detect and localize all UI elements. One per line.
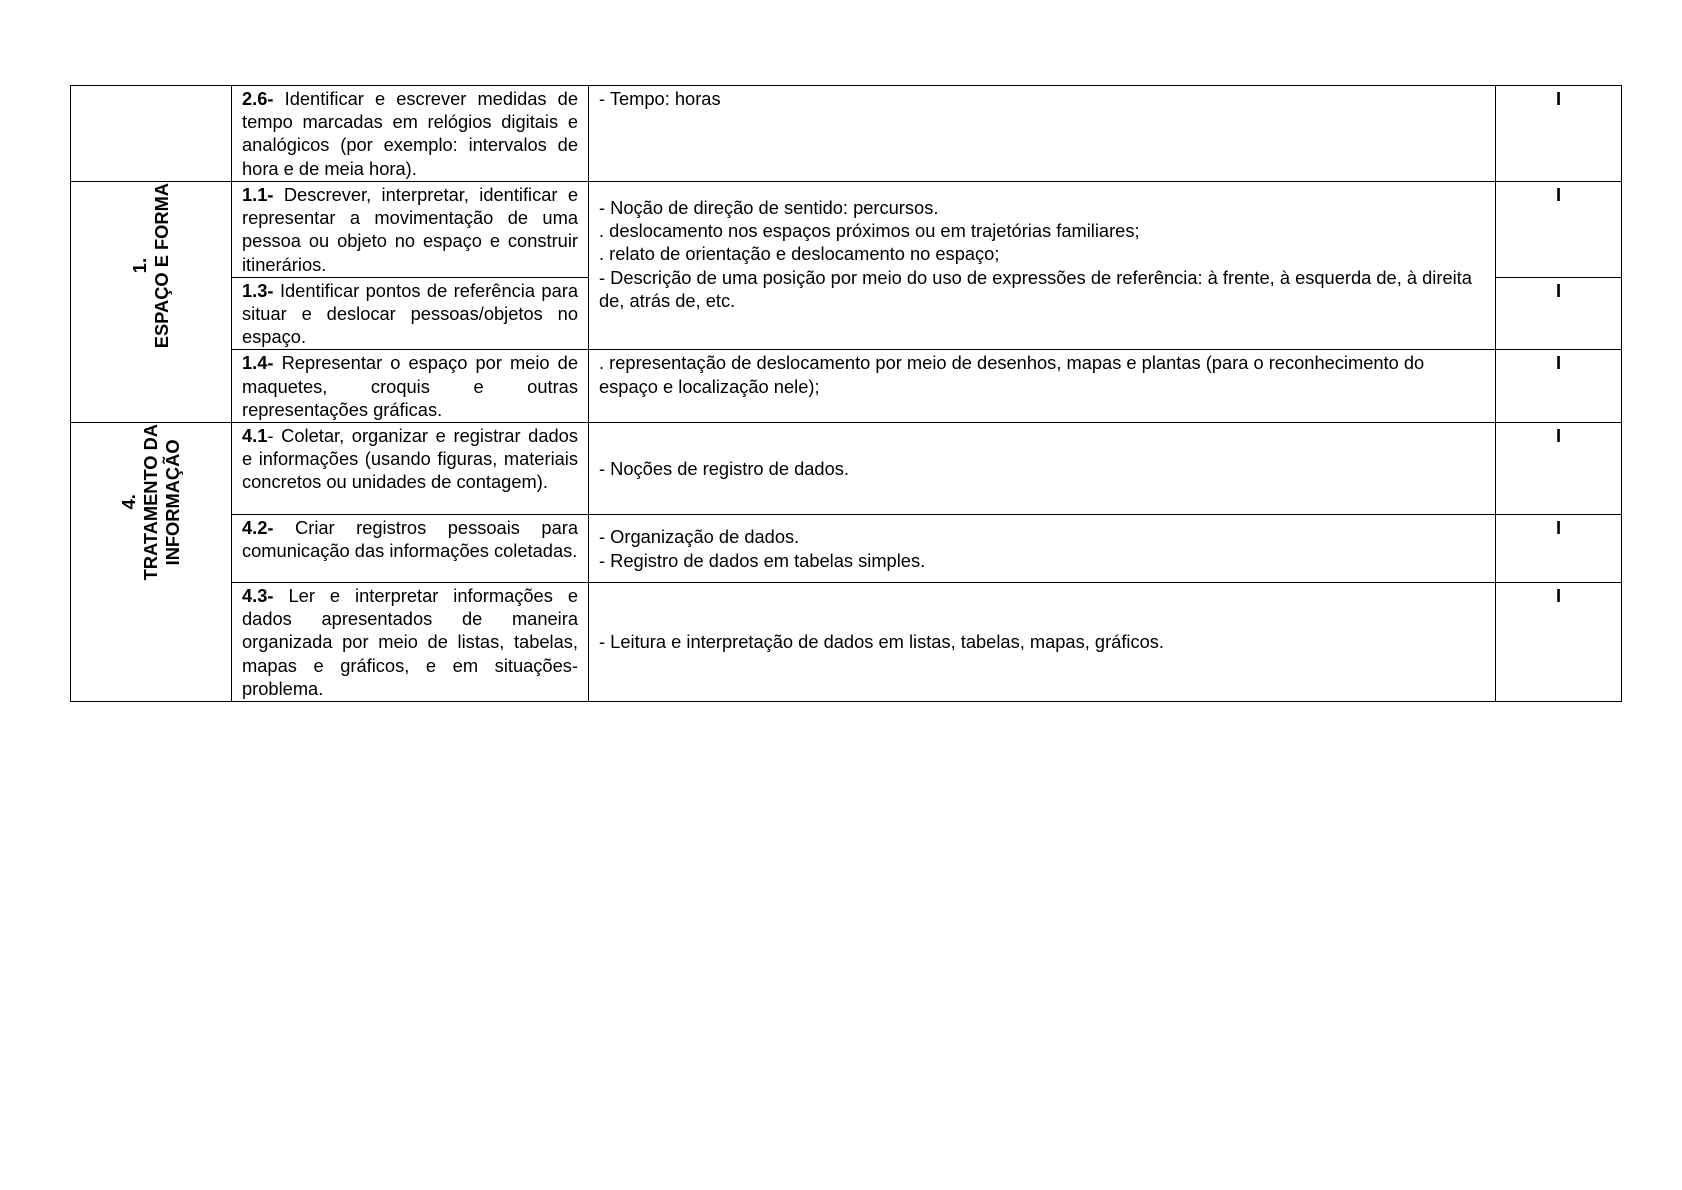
- content-line: . representação de deslocamento por meio de desenhos, mapas e plantas (para o reconhecimento do espaço e localização nele);: [599, 352, 1425, 397]
- content-line: - Leitura e interpretação de dados em listas, tabelas, mapas, gráficos.: [599, 631, 1164, 653]
- objective-cell: [232, 350, 589, 423]
- table-row: [71, 423, 1622, 515]
- objective-code: 1.4-: [242, 352, 274, 374]
- objective-text: Criar registros pessoais para comunicação das informações coletadas.: [242, 517, 578, 562]
- objective-cell: [232, 583, 589, 702]
- objective-code: 1.1-: [242, 184, 274, 205]
- content-cell-shared: [589, 182, 1496, 350]
- objective-text: Identificar pontos de referência para situar e deslocar pessoas/objetos no espaço.: [242, 279, 578, 348]
- level-cell: I: [1496, 277, 1622, 350]
- objective-cell: [232, 182, 589, 278]
- objective-text: Identificar e escrever medidas de tempo marcadas em relógios digitais e analógicos (por exemplo: intervalos de hora e de meia hora).: [242, 88, 578, 179]
- content-cell: [589, 423, 1496, 515]
- content-line: - Noção de direção de sentido: percursos.: [599, 197, 939, 218]
- content-line: - Tempo: horas: [599, 88, 721, 109]
- axis-cell-empty: [71, 86, 232, 182]
- content-line: - Registro de dados em tabelas simples.: [599, 549, 926, 571]
- level-cell: I: [1496, 182, 1622, 278]
- objective-text: Descrever, interpretar, identificar e representar a movimentação de uma pessoa ou objeto no espaço e construir itinerários.: [242, 184, 578, 275]
- curriculum-table: [70, 85, 1622, 702]
- content-line: . deslocamento nos espaços próximos ou em trajetórias familiares;: [599, 220, 1140, 242]
- objective-code: 1.3-: [242, 279, 274, 301]
- content-cell: [589, 350, 1496, 423]
- content-line: - Noções de registro de dados.: [599, 457, 849, 479]
- objective-code: 4.2-: [242, 517, 274, 539]
- level-cell: I: [1496, 423, 1622, 515]
- content-line: - Organização de dados.: [599, 526, 800, 548]
- axis-label-espaco-forma: 1. ESPAÇO E FORMA: [129, 183, 172, 349]
- level-cell: I: [1496, 583, 1622, 702]
- table-row: [71, 583, 1622, 702]
- table-row: [71, 86, 1622, 182]
- axis-cell-espaco-forma: [71, 182, 232, 423]
- level-cell: I: [1496, 350, 1622, 423]
- content-cell: [589, 86, 1496, 182]
- table-row: [71, 350, 1622, 423]
- objective-code: 2.6-: [242, 88, 274, 109]
- content-cell: [589, 515, 1496, 583]
- axis-cell-tratamento-informacao: [71, 423, 232, 702]
- objective-text: Ler e interpretar informações e dados apresentados de maneira organizada por meio de listas, tabelas, mapas e gráficos, e em situações-problema.: [242, 585, 578, 699]
- objective-text: Representar o espaço por meio de maquetes, croquis e outras representações gráficas.: [242, 352, 578, 420]
- content-line: . relato de orientação e deslocamento no espaço;: [599, 243, 1000, 265]
- objective-cell: [232, 86, 589, 182]
- objective-cell: [232, 277, 589, 350]
- table-row: [71, 182, 1622, 278]
- objective-code: 4.3-: [242, 585, 274, 607]
- level-cell: I: [1496, 515, 1622, 583]
- level-cell: I: [1496, 86, 1622, 182]
- objective-cell: [232, 515, 589, 583]
- objective-cell: [232, 423, 589, 515]
- objective-code: 4.1: [242, 425, 268, 447]
- table-row: [71, 515, 1622, 583]
- objective-text: - Coletar, organizar e registrar dados e informações (usando figuras, materiais concretos ou unidades de contagem).: [242, 425, 578, 493]
- axis-label-tratamento-informacao: 4. TRATAMENTO DA INFORMAÇÃO: [118, 424, 183, 581]
- content-cell: [589, 583, 1496, 702]
- content-line: - Descrição de uma posição por meio do uso de expressões de referência: à frente, à esquerda de, à direita de, atrás de, etc.: [599, 266, 1472, 311]
